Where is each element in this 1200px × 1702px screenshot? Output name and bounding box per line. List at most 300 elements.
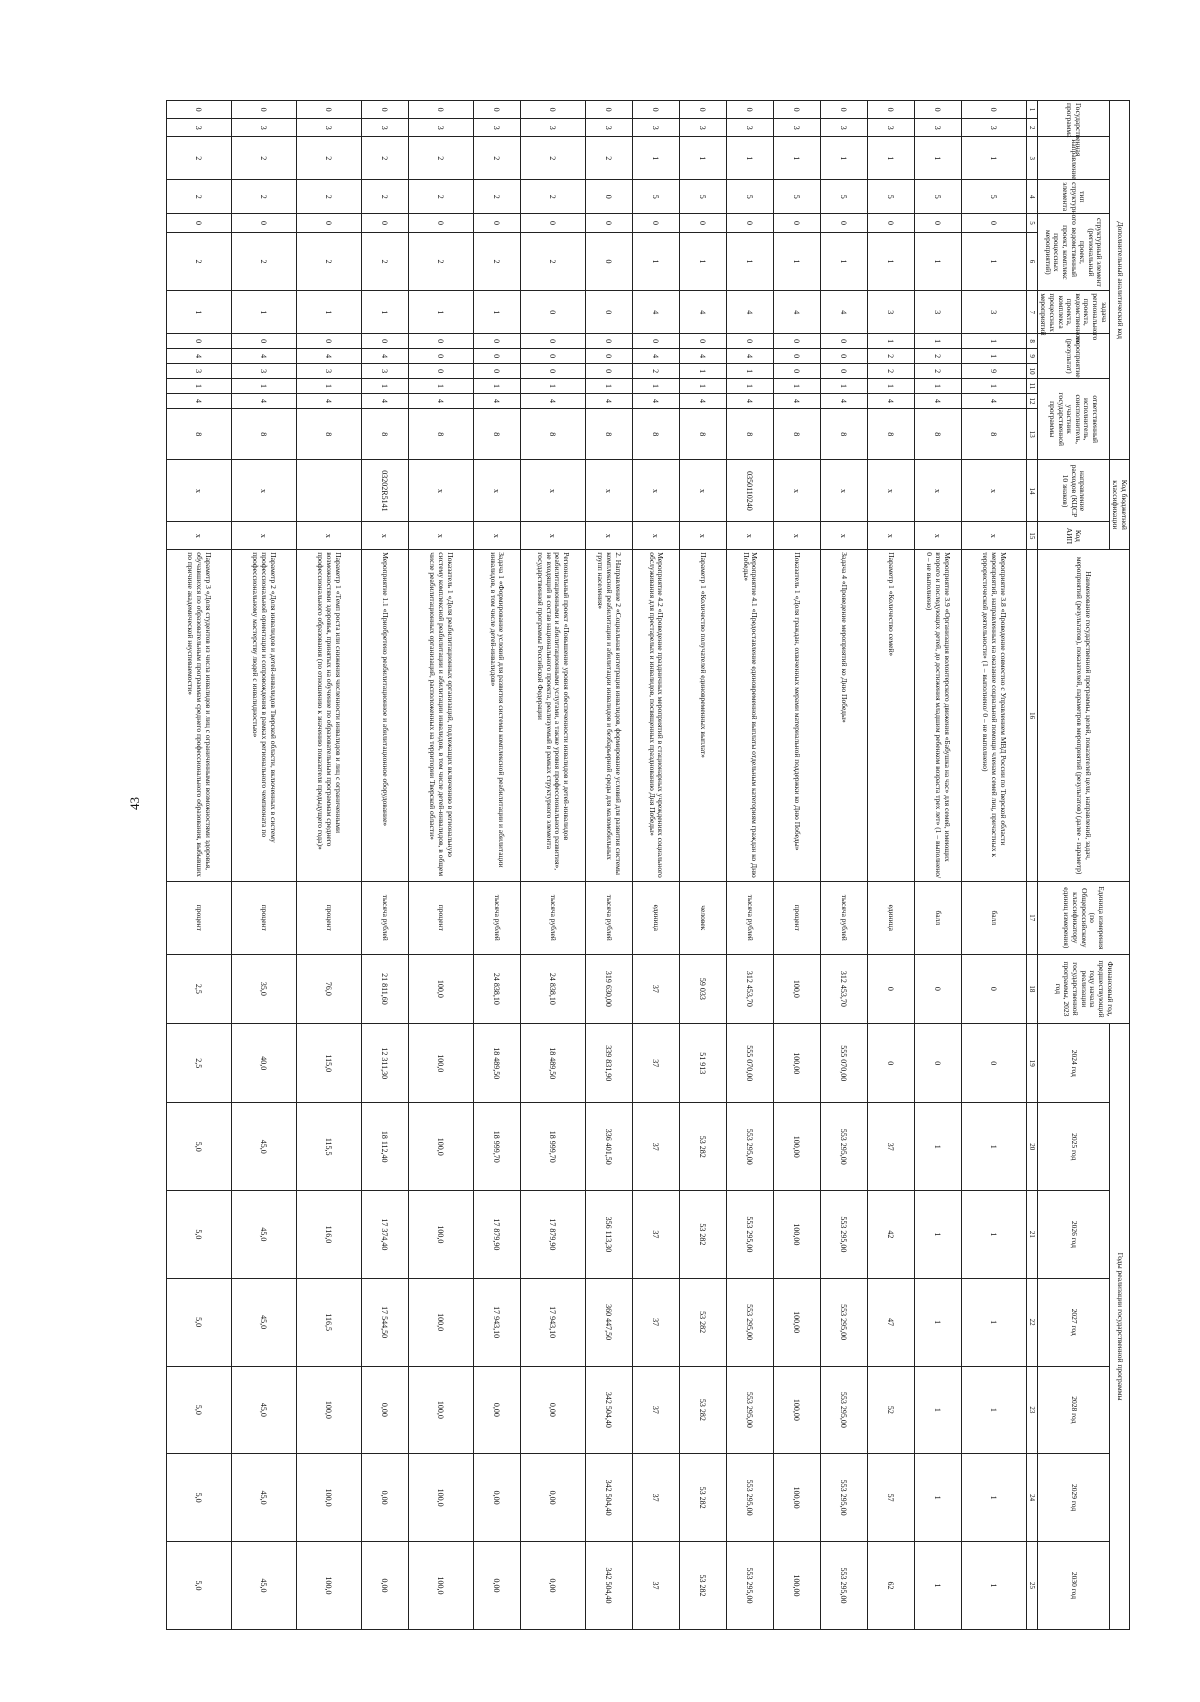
year-value-cell: 53 282 — [679, 1278, 726, 1366]
code-cell: 8 — [408, 408, 473, 459]
rotated-table-wrapper — [100, 100, 1130, 1640]
year-value-cell: 37 — [632, 1541, 679, 1629]
name-cell: Параметр 1 «Количество получателей единовременных выплат» — [679, 550, 726, 882]
code-cell: 8 — [473, 408, 520, 459]
year-value-cell: 17 943,10 — [473, 1278, 520, 1366]
column-index: 12 — [1026, 394, 1037, 409]
year-value-cell: 115,0 — [296, 1024, 361, 1103]
column-index: 22 — [1026, 1278, 1037, 1366]
code-cell: 0 — [231, 101, 296, 119]
name-cell: Показатель 1 «Доля граждан, охваченных мерами материальной поддержки ко Дню Победы» — [773, 550, 820, 882]
header-year: 2027 год — [1037, 1278, 1109, 1366]
year-value-cell: 100,00 — [773, 1024, 820, 1103]
code-cell: 9 — [961, 364, 1026, 379]
name-cell: Показатель 1 «Доля реабилитационных организаций, подлежащих включению в региональную систему комплексной реабилитации и абилитации инвалидов, в том числе детей-инвалидов, в общем числе реабилитационных организаций, расположенных на территории Тверской области» — [408, 550, 473, 882]
code-cell: 0 — [914, 214, 961, 232]
code-cell: х — [961, 522, 1026, 550]
year-value-cell: 1 — [914, 1191, 961, 1279]
name-cell: Параметр 1 «Количество семей» — [867, 550, 914, 882]
code-cell: 4 — [520, 394, 585, 409]
year-value-cell: 37 — [867, 1103, 914, 1191]
name-cell: Параметр 1 «Темп роста или снижения численности инвалидов и лиц с ограниченными возможностями здоровья, принятых на обучение по образовательным программам среднего профессионального образования (по отношению к значению показателя предыдущего года)» — [296, 550, 361, 882]
year-value-cell: 37 — [632, 1103, 679, 1191]
column-index: 3 — [1026, 137, 1037, 180]
code-cell: 1 — [296, 291, 361, 334]
code-cell: 1 — [961, 137, 1026, 180]
code-cell: х — [166, 460, 231, 522]
code-cell: 0 — [773, 334, 820, 349]
code-cell: 0 — [961, 214, 1026, 232]
year-value-cell: 53 282 — [679, 1191, 726, 1279]
year-value-cell: 116,5 — [296, 1278, 361, 1366]
code-cell: 3 — [361, 364, 408, 379]
code-cell: 1 — [726, 232, 773, 291]
code-cell: 4 — [296, 349, 361, 364]
code-cell: 0 — [361, 334, 408, 349]
code-cell: х — [408, 460, 473, 522]
code-cell: 4 — [726, 291, 773, 334]
code-cell: х — [773, 522, 820, 550]
year-value-cell: 553 295,00 — [820, 1454, 867, 1542]
code-cell: 0 — [773, 349, 820, 364]
table-body — [166, 101, 1026, 1630]
year-value-cell: 62 — [867, 1541, 914, 1629]
code-cell: 1 — [820, 232, 867, 291]
code-cell: 0 — [166, 214, 231, 232]
code-cell: х — [820, 460, 867, 522]
year-value-cell: 2,5 — [166, 1024, 231, 1103]
unit-cell: тысяча рублей — [820, 881, 867, 954]
year-value-cell: 100,0 — [408, 1541, 473, 1629]
code-cell: 4 — [296, 394, 361, 409]
column-index: 19 — [1026, 1024, 1037, 1103]
code-cell: 0 — [473, 364, 520, 379]
code-cell: 3 — [473, 119, 520, 137]
code-cell: 0 — [585, 101, 632, 119]
table-row — [361, 101, 408, 1630]
table-row — [820, 101, 867, 1630]
year-value-cell: 5,0 — [166, 1191, 231, 1279]
year-value-cell: 1 — [961, 1278, 1026, 1366]
year-value-cell: 17 879,90 — [473, 1191, 520, 1279]
code-cell: 5 — [726, 180, 773, 214]
code-cell: 8 — [820, 408, 867, 459]
year-value-cell: 115,5 — [296, 1103, 361, 1191]
code-cell: 2 — [296, 180, 361, 214]
code-cell: 0 — [361, 101, 408, 119]
year-value-cell: 553 295,00 — [726, 1278, 773, 1366]
code-cell: 0 — [726, 101, 773, 119]
year-value-cell: 37 — [632, 1454, 679, 1542]
code-cell: х — [773, 460, 820, 522]
code-cell: 0 — [473, 101, 520, 119]
code-cell: 2 — [361, 180, 408, 214]
code-cell: 1 — [585, 379, 632, 394]
code-cell: х — [726, 522, 773, 550]
code-cell: 2 — [166, 180, 231, 214]
year-value-cell: 5,0 — [166, 1454, 231, 1542]
year-value-cell: 1 — [914, 1541, 961, 1629]
code-cell: 2 — [166, 137, 231, 180]
code-cell: 3 — [867, 119, 914, 137]
header-dop-code: Дополнительный аналитический код — [1109, 101, 1129, 460]
code-cell: 1 — [361, 379, 408, 394]
year-value-cell: 0 — [961, 1024, 1026, 1103]
column-index: 5 — [1026, 214, 1037, 232]
column-index: 2 — [1026, 119, 1037, 137]
code-cell: 0 — [520, 349, 585, 364]
code-cell: 0 — [408, 334, 473, 349]
table-row — [632, 101, 679, 1630]
code-cell: 0 — [820, 334, 867, 349]
header-unit: Единица измерения (по Общероссийскому классификатору единиц измерения) — [1037, 881, 1129, 954]
name-cell: Мероприятие 4.1 «Предоставление единовременной выплаты отдельным категориям граждан ко Дню Победы» — [726, 550, 773, 882]
code-cell: 8 — [520, 408, 585, 459]
code-cell: 8 — [166, 408, 231, 459]
name-cell: Мероприятие 3.8 «Проведение совместно с Управлением МВД России по Тверской области мероприятий, направленных на оказание социальной помощи членам семей лиц, причастных к террористической деятельности» (1 – выполнено/ 0 – не выполнено) — [961, 550, 1026, 882]
fin-year-cell: 0 — [867, 954, 914, 1024]
code-cell — [296, 460, 361, 522]
code-cell: 3 — [632, 119, 679, 137]
code-cell: 1 — [867, 334, 914, 349]
year-value-cell: 342 504,40 — [585, 1541, 632, 1629]
name-cell: Задача 1 «Формирование условий для развития системы комплексной реабилитации и абилитации инвалидов, в том числе детей-инвалидов» — [473, 550, 520, 882]
table-row — [679, 101, 726, 1630]
unit-cell: процент — [231, 881, 296, 954]
code-cell: 4 — [408, 394, 473, 409]
code-cell: 0 — [820, 101, 867, 119]
year-value-cell: 100,0 — [296, 1454, 361, 1542]
code-cell: 4 — [166, 349, 231, 364]
code-cell: 0 — [773, 101, 820, 119]
code-cell: 0 — [520, 291, 585, 334]
table-row — [408, 101, 473, 1630]
year-value-cell: 18 489,50 — [473, 1024, 520, 1103]
code-cell: 5 — [679, 180, 726, 214]
code-cell: 8 — [961, 408, 1026, 459]
code-cell: 1 — [726, 364, 773, 379]
year-value-cell: 37 — [632, 1366, 679, 1454]
year-value-cell: 37 — [632, 1191, 679, 1279]
code-cell: 0 — [585, 232, 632, 291]
code-cell: 0 — [773, 214, 820, 232]
code-cell: 0 — [296, 101, 361, 119]
unit-cell: процент — [408, 881, 473, 954]
year-value-cell: 555 070,00 — [820, 1024, 867, 1103]
code-cell: 2 — [408, 137, 473, 180]
column-index: 18 — [1026, 954, 1037, 1024]
code-cell: 4 — [361, 394, 408, 409]
code-cell: 1 — [166, 291, 231, 334]
year-value-cell: 1 — [961, 1454, 1026, 1542]
code-cell: х — [632, 460, 679, 522]
code-cell: 2 — [914, 364, 961, 379]
code-cell: 1 — [361, 291, 408, 334]
column-index: 24 — [1026, 1454, 1037, 1542]
code-cell: 4 — [632, 291, 679, 334]
code-cell: 1 — [961, 379, 1026, 394]
code-cell: 3 — [166, 119, 231, 137]
code-cell: 2 — [585, 137, 632, 180]
header-year: 2028 год — [1037, 1366, 1109, 1454]
code-cell: х — [961, 460, 1026, 522]
column-index: 4 — [1026, 180, 1037, 214]
code-cell: 1 — [867, 379, 914, 394]
column-index: 17 — [1026, 881, 1037, 954]
year-value-cell: 553 295,00 — [820, 1191, 867, 1279]
year-value-cell: 1 — [914, 1454, 961, 1542]
code-cell: 4 — [585, 394, 632, 409]
year-value-cell: 100,00 — [773, 1454, 820, 1542]
table-row — [914, 101, 961, 1630]
name-cell: 2. Направление 2 «Социальная интеграция инвалидов, формирование условий для развития системы комплексной реабилитации и абилитации инвалидов и безбарьерной среды для маломобильных групп населения» — [585, 550, 632, 882]
unit-cell: тысяча рублей — [361, 881, 408, 954]
code-cell: 1 — [820, 379, 867, 394]
column-index: 23 — [1026, 1366, 1037, 1454]
year-value-cell: 37 — [632, 1024, 679, 1103]
header-meropr: мероприятие (результат) — [1037, 334, 1109, 379]
code-cell: 1 — [867, 137, 914, 180]
name-cell: Региональный проект «Повышение уровня обеспеченности инвалидов и детей-инвалидов реабилитационными и абилитационными услугами, а также уровня профессионального развития», не входящий в состав национального проекта, реализуемый в рамках структурного элемента государственной программы Российской Федерации — [520, 550, 585, 882]
code-cell: 2 — [231, 137, 296, 180]
fin-year-cell: 24 838,10 — [520, 954, 585, 1024]
year-value-cell: 17 943,10 — [520, 1278, 585, 1366]
year-value-cell: 45,0 — [231, 1278, 296, 1366]
header-year: 2029 год — [1037, 1454, 1109, 1542]
header-budget-code: Код бюджетной классификации — [1109, 460, 1129, 550]
code-cell: 2 — [408, 232, 473, 291]
year-value-cell: 42 — [867, 1191, 914, 1279]
code-cell: 0 — [520, 101, 585, 119]
code-cell: 4 — [820, 291, 867, 334]
code-cell: 0350110240 — [726, 460, 773, 522]
code-cell: 0 — [632, 334, 679, 349]
name-cell: Параметр 2 «Доля инвалидов и детей-инвалидов Тверской области, включенных в систему профессиональной ориентации и сопровождения в рамках регионального чемпионата по профессиональному мастерству людей с инвалидностью» — [231, 550, 296, 882]
code-cell: 1 — [473, 379, 520, 394]
header-rashod: направление расходов (КЦСР 10 знаков) — [1037, 460, 1109, 522]
code-cell: 0 — [820, 364, 867, 379]
year-value-cell: 47 — [867, 1278, 914, 1366]
code-cell: 0 — [408, 101, 473, 119]
code-cell: 2 — [296, 232, 361, 291]
code-cell: 0 — [585, 364, 632, 379]
code-cell: х — [520, 460, 585, 522]
year-value-cell: 100,0 — [408, 1454, 473, 1542]
column-index: 15 — [1026, 522, 1037, 550]
code-cell: 3 — [231, 364, 296, 379]
code-cell: 3 — [961, 119, 1026, 137]
header-fin-year: Финансовый год, предшествующий году начала реализации государственной программы, 2023 год — [1037, 954, 1129, 1024]
year-value-cell: 0,00 — [361, 1366, 408, 1454]
code-cell: 0 — [914, 101, 961, 119]
code-cell: 3 — [520, 119, 585, 137]
code-cell: 1 — [231, 291, 296, 334]
code-cell: 0 — [585, 214, 632, 232]
year-value-cell: 553 295,00 — [820, 1103, 867, 1191]
code-cell: 1 — [914, 137, 961, 180]
column-index: 14 — [1026, 460, 1037, 522]
year-value-cell: 553 295,00 — [820, 1278, 867, 1366]
year-value-cell: 100,00 — [773, 1191, 820, 1279]
year-value-cell: 53 282 — [679, 1103, 726, 1191]
code-cell: х — [361, 522, 408, 550]
fin-year-cell: 76,0 — [296, 954, 361, 1024]
code-cell: 2 — [867, 364, 914, 379]
year-value-cell: 0,00 — [361, 1454, 408, 1542]
code-cell: 03202R5141 — [361, 460, 408, 522]
code-cell: 5 — [820, 180, 867, 214]
name-cell: Мероприятие 4.2 «Проведение праздничных мероприятий в стационарных учреждениях социального обслуживания для престарелых и инвалидов, посвященных празднованию Дня Победы» — [632, 550, 679, 882]
fin-year-cell: 0 — [961, 954, 1026, 1024]
code-cell: 4 — [820, 394, 867, 409]
code-cell: 1 — [296, 379, 361, 394]
code-cell: 0 — [473, 349, 520, 364]
year-value-cell: 342 504,40 — [585, 1366, 632, 1454]
code-cell: 3 — [820, 119, 867, 137]
code-cell: 3 — [914, 291, 961, 334]
code-cell: 3 — [726, 119, 773, 137]
year-value-cell: 100,00 — [773, 1103, 820, 1191]
unit-cell: человек — [679, 881, 726, 954]
code-cell: 1 — [961, 232, 1026, 291]
year-value-cell: 1 — [914, 1366, 961, 1454]
year-value-cell: 18 999,70 — [473, 1103, 520, 1191]
code-cell: 1 — [914, 379, 961, 394]
code-cell: 4 — [726, 349, 773, 364]
year-value-cell: 100,00 — [773, 1541, 820, 1629]
code-cell: 2 — [473, 180, 520, 214]
code-cell: 0 — [520, 364, 585, 379]
year-value-cell: 40,0 — [231, 1024, 296, 1103]
code-cell: 1 — [961, 349, 1026, 364]
code-cell: 0 — [632, 101, 679, 119]
column-index: 11 — [1026, 379, 1037, 394]
code-cell: 0 — [408, 214, 473, 232]
year-value-cell: 57 — [867, 1454, 914, 1542]
code-cell: х — [231, 460, 296, 522]
code-cell: 4 — [679, 291, 726, 334]
code-cell: 2 — [296, 137, 361, 180]
code-cell: 4 — [867, 394, 914, 409]
year-value-cell: 17 544,50 — [361, 1278, 408, 1366]
year-value-cell: 5,0 — [166, 1103, 231, 1191]
code-cell: х — [867, 522, 914, 550]
code-cell: 8 — [632, 408, 679, 459]
code-cell: 2 — [520, 137, 585, 180]
fin-year-cell: 319 630,00 — [585, 954, 632, 1024]
year-value-cell: 553 295,00 — [820, 1366, 867, 1454]
fin-year-cell: 35,0 — [231, 954, 296, 1024]
year-value-cell: 51 913 — [679, 1024, 726, 1103]
unit-cell: процент — [166, 881, 231, 954]
fin-year-cell: 37 — [632, 954, 679, 1024]
year-value-cell: 18 999,70 — [520, 1103, 585, 1191]
code-cell: 0 — [585, 291, 632, 334]
code-cell: 1 — [679, 137, 726, 180]
year-value-cell: 116,0 — [296, 1191, 361, 1279]
column-index: 9 — [1026, 349, 1037, 364]
column-index: 13 — [1026, 408, 1037, 459]
year-value-cell: 17 879,90 — [520, 1191, 585, 1279]
fin-year-cell: 100,0 — [773, 954, 820, 1024]
fin-year-cell: 59 033 — [679, 954, 726, 1024]
header-zadacha: задача регионального проекта, ведомственного проекта, комплекса процессных мероприятий — [1037, 291, 1109, 334]
year-value-cell: 18 112,40 — [361, 1103, 408, 1191]
code-cell: 2 — [361, 232, 408, 291]
year-value-cell: 0,00 — [473, 1366, 520, 1454]
code-cell: 5 — [914, 180, 961, 214]
code-cell: 8 — [726, 408, 773, 459]
code-cell: 2 — [231, 232, 296, 291]
code-cell: 0 — [361, 214, 408, 232]
code-cell: 0 — [231, 334, 296, 349]
code-cell: 1 — [520, 379, 585, 394]
code-cell: х — [473, 460, 520, 522]
table-row — [867, 101, 914, 1630]
header-tip: тип структурного элемента — [1037, 180, 1109, 214]
year-value-cell: 45,0 — [231, 1454, 296, 1542]
code-cell: 4 — [679, 394, 726, 409]
name-cell: Мероприятие 1.1 «Приобретено реабилитационное и абилитационное оборудование» — [361, 550, 408, 882]
code-cell: 3 — [585, 119, 632, 137]
year-value-cell: 53 282 — [679, 1454, 726, 1542]
code-cell: 1 — [914, 334, 961, 349]
code-cell: 2 — [361, 137, 408, 180]
code-cell: 2 — [473, 137, 520, 180]
unit-cell: процент — [296, 881, 361, 954]
code-cell: 1 — [773, 137, 820, 180]
code-cell: 4 — [632, 349, 679, 364]
year-value-cell: 45,0 — [231, 1103, 296, 1191]
column-index: 10 — [1026, 364, 1037, 379]
unit-cell: процент — [773, 881, 820, 954]
year-value-cell: 100,00 — [773, 1278, 820, 1366]
fin-year-cell: 2,5 — [166, 954, 231, 1024]
code-cell: 2 — [408, 180, 473, 214]
code-cell: х — [231, 522, 296, 550]
column-index: 8 — [1026, 334, 1037, 349]
code-cell: 5 — [773, 180, 820, 214]
year-value-cell: 342 504,40 — [585, 1454, 632, 1542]
year-value-cell: 52 — [867, 1366, 914, 1454]
code-cell: 0 — [961, 101, 1026, 119]
header-name: Наименование государственной программы, целей, показателей цели, направлений, задач, мероприятий (результатов), показателей, параметров мероприятий (результатов) (далее - параметр) — [1037, 550, 1129, 882]
table-row — [231, 101, 296, 1630]
table-row — [585, 101, 632, 1630]
code-cell: 0 — [585, 180, 632, 214]
code-cell: 0 — [473, 334, 520, 349]
year-value-cell: 553 295,00 — [726, 1366, 773, 1454]
unit-cell: балл — [914, 881, 961, 954]
code-cell: 8 — [773, 408, 820, 459]
code-cell: 2 — [632, 364, 679, 379]
code-cell: 0 — [473, 214, 520, 232]
year-value-cell: 18 489,50 — [520, 1024, 585, 1103]
year-value-cell: 45,0 — [231, 1191, 296, 1279]
code-cell: 1 — [408, 379, 473, 394]
column-index: 25 — [1026, 1541, 1037, 1629]
table-row — [773, 101, 820, 1630]
code-cell: 0 — [166, 101, 231, 119]
code-cell: 1 — [726, 137, 773, 180]
code-cell: 3 — [773, 119, 820, 137]
year-value-cell: 100,0 — [296, 1541, 361, 1629]
fin-year-cell: 21 811,60 — [361, 954, 408, 1024]
unit-cell: тысяча рублей — [473, 881, 520, 954]
code-cell: 2 — [914, 349, 961, 364]
code-cell: 3 — [231, 119, 296, 137]
unit-cell: тысяча рублей — [520, 881, 585, 954]
